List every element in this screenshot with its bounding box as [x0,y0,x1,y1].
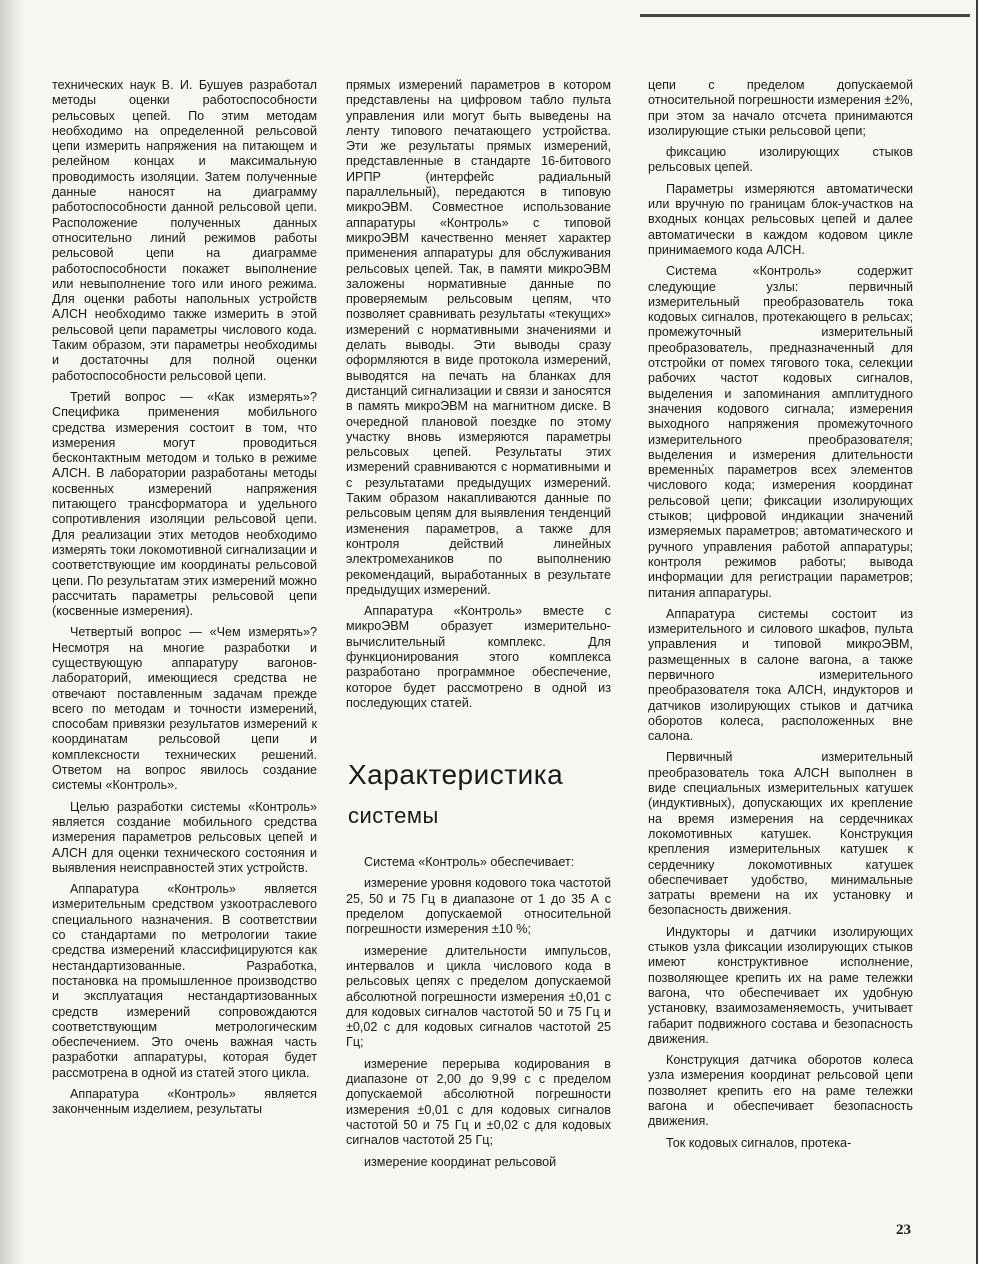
section-heading-line-2: системы [348,803,439,829]
text-column-2 [346,78,611,1176]
list-item: фиксацию изолирующих стыков рельсовых цепей. [648,145,913,175]
paragraph: Первичный измерительный преобразователь тока АЛСН выполнен в виде специальных измерительных катушек (индуктивных), допускающих их крепление на время измерения на сердечниках локомотивных катушек. Конструкция крепления измерительных катушек к сердечнику локомотивных катушек обеспечивает удобство, минимальные затраты времени на их установку и безопасность движения. [648,750,913,918]
paragraph: Система «Контроль» содержит следующие узлы: первичный измерительный преобразователь тока кодовых сигналов, протекающего в рельсах; промежуточный измерительный преобразователь, предназначенный для отстройки от помех тягового тока, селекции рабочих частот кодовых сигналов, выделения и запоминания амплитудного значения кодового сигнала; измерения выходного напряжения промежуточного измерительного преобразователя; выделения и измерения длительности временны́х параметров всех элементов числового кода; измерения координат рельсовой цепи; фиксации изолирующих стыков; цифровой индикации значений измеряемых параметров; автоматического и ручного управления работой аппаратуры; контроля режимов работы; вывода информации для регистрации параметров; питания аппаратуры. [648,264,913,600]
section-heading [346,757,611,833]
page-number: 23 [896,1222,911,1238]
paragraph: технических наук В. И. Бушуев разработал методы оценки работоспособности рельсовых цепей. По этим методам необходимо на определенной рельсовой цепи измерить напряжения на питающем и релейном концах и максимальную проводимость изоляции. Затем полученные данные наносят на диаграмму работоспособности данной рельсовой цепи. Расположение полученных данных относительно линий режимов работы рельсовой цепи на диаграмме работоспособности покажет выполнение или невыполнение того или иного режима. Для оценки работы напольных устройств АЛСН необходимо также измерить в этой рельсовой цепи параметры числового кода. Таким образом, эти параметры необходимы и достаточны для полной оценки работоспособности рельсовой цепи. [52,78,317,383]
list-item: измерение координат рельсовой [364,1154,557,1169]
page-left-edge-shadow [0,0,26,1264]
list-item: измерение уровня кодового тока частотой 25, 50 и 75 Гц в диапазоне от 1 до 35 А с пределом допускаемой относительной погрешности измерения ±10 %; [346,876,612,937]
paragraph: Конструкция датчика оборотов колеса узла измерения координат рельсовой цепи позволяет крепить его на раме тележки вагона и обеспечивает безопасность движения. [648,1053,913,1129]
list-item: измерение перерыва кодирования в диапазоне от 2,00 до 9,99 с с пределом допускаемой абсолютной погрешности измерения ±0,01 с для кодовых сигналов частотой 50 и 75 Гц и ±0,02 с для кодовых сигналов частотой 25 Гц; [346,1056,611,1148]
paragraph: Аппаратура «Контроль» является законченным изделием, результаты [52,1087,317,1117]
paragraph: Индукторы и датчики изолирующих стыков узла фиксации изолирующих стыков имеют конструктивное исполнение, позволяющее крепить их на раме тележки вагона, что обеспечивает их удобную установку, взаимозаменяемость, учитывает габарит подвижного состава и безопасность движения. [648,924,913,1046]
paragraph: Система «Контроль» обеспечивает: [364,855,575,870]
paragraph: Целью разработки системы «Контроль» является создание мобильного средства измерения параметров рельсовых цепей и АЛСН для оценки технического состояния и выявления неисправностей этих устройств. [52,799,317,875]
paragraph: Аппаратура системы состоит из измерительного и силового шкафов, пульта управления и типовой микроЭВМ, размещенных в салоне вагона, а также первичного измерительного преобразователя тока АЛСН, индукторов и датчиков изолирующих стыков и датчика оборотов колеса, расположенных вне салона. [648,606,913,744]
paragraph: Аппаратура «Контроль» является измерительным средством узкоотраслевого специального назначения. В соответствии со стандартами по метрологии такие средства измерений классифицируются как нестандартизованные. Разработка, постановка на промышленное производство и эксплуатация нестандартизованных средств измерений сопровождаются соответствующим метрологическим обеспечением. Это очень важная часть разработки аппаратуры, которая будет рассмотрена в одной из статей этого цикла. [52,882,317,1080]
paragraph: Четвертый вопрос — «Чем измерять»? Несмотря на многие разработки и существующую аппаратуру вагонов-лабораторий, имеющиеся средства не отвечают поставленным задачам прежде всего по методам и точности измерений, способам привязки результатов измерений к координатам рельсовой цепи и комплексности технических решений. Ответом на вопрос явилось создание системы «Контроль». [52,625,317,793]
paragraph: Параметры измеряются автоматически или вручную по границам блок-участков на входных концах рельсовых цепей и далее автоматически в каждом кодовом цикле принимаемого кода АЛСН. [648,181,913,257]
text-column-3 [648,78,913,1157]
paragraph: Ток кодовых сигналов, протека- [666,1135,852,1150]
list-item: цепи с пределом допускаемой относительной погрешности измерения ±2%, при этом за начало отсчета принимаются изолирующие стыки рельсовой цепи; [648,78,913,138]
paragraph: Третий вопрос — «Как измерять»? Специфика применения мобильного средства измерения состоит в том, что измерения могут проводиться бесконтактным методом и только в режиме АЛСН. В лаборатории разработаны методы косвенных измерений напряжения питающего трансформатора и удельного сопротивления изоляции рельсовой цепи. Для реализации этих методов необходимо измерять токи локомотивной сигнализации и соответствующие им координаты рельсовой цепи. По результатам этих измерений можно рассчитать параметры рельсовой цепи (косвенные измерения). [52,389,317,619]
text-column-1 [52,78,317,1124]
paragraph: прямых измерений параметров в котором представлены на цифровом табло пульта управления или могут быть выведены на ленту типового печатающего устройства. Эти же результаты прямых измерений, представленные в стандарте 16-битового ИРПР (интерфейс радиальный параллельный), передаются в типовую микроЭВМ. Совместное использование аппаратуры «Контроль» с типовой микроЭВМ качественно меняет характер применения аппаратуры для обслуживания рельсовых цепей. Так, в памяти микроЭВМ заложены нормативные данные по проверяемым рельсовым цепям, что позволяет сравнивать результаты «текущих» измерений с нормативными значениями и делать выводы. Эти выводы сразу оформляются в виде протокола измерений, выводятся на печать на бланках для дистанций сигнализации и связи и заносятся в память микроЭВМ на магнитном диске. В очередной плановой поездке по этому участку вновь измеряются параметры рельсовых цепей. Результаты этих измерений сравниваются с нормативными и с результатами предыдущих измерений. Таким образом накапливаются данные по рельсовым цепям для выявления тенденций изменения параметров, а также для контроля действий линейных электромехаников по выполнению рекомендаций, выработанных в результате предыдущих измерений. [346,78,611,597]
top-decorative-rule [640,14,970,17]
section-heading-line-1: Характеристика [348,759,564,791]
page-right-edge [976,0,1000,1264]
paragraph: Аппаратура «Контроль» вместе с микроЭВМ образует измерительно-вычислительный комплекс. Для функционирования этого комплекса разработано программное обеспечение, которое будет рассмотрено в одной из последующих статей. [346,604,611,710]
list-item: измерение длительности импульсов, интервалов и цикла числового кода в рельсовых цепях с пределом допускаемой абсолютной погрешности измерения ±0,01 с для кодовых сигналов частотой 50 и 75 Гц и ±0,02 с для кодовых сигналов частотой 25 Гц; [346,943,611,1050]
